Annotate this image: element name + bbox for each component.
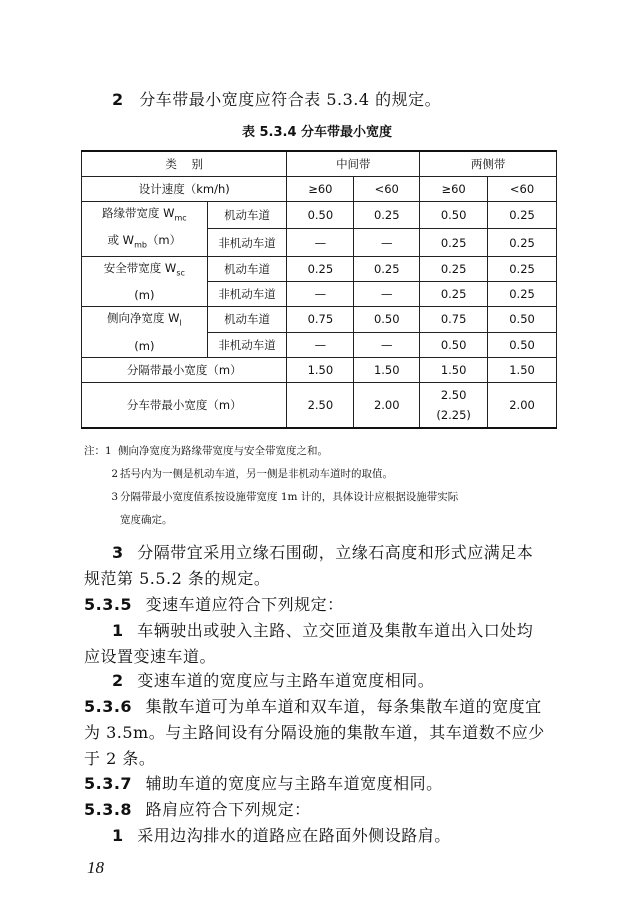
table-cell: 2.00 — [354, 382, 420, 428]
table-row — [82, 307, 557, 332]
header-both-sides: 两侧带 — [420, 151, 557, 176]
header-middle: 中间带 — [287, 151, 420, 176]
table-cell: — — [354, 282, 420, 307]
clause-number: 2 — [112, 671, 124, 690]
group-label-text: 路缘带宽度 W — [101, 205, 175, 220]
table-cell: — — [287, 229, 354, 257]
table-cell: <60 — [354, 176, 420, 201]
table-cell: 0.50 — [287, 201, 354, 229]
clause-text: 分车带最小宽度应符合表 5.3.4 的规定。 — [139, 90, 442, 109]
group-label-text: 安全带宽度 W — [103, 261, 177, 276]
clause-line: 于 2 条。 — [84, 749, 156, 768]
speed-label: 设计速度（km/h) — [82, 176, 287, 201]
clause-number: 5.3.6 — [84, 697, 133, 716]
clause-text: 集散车道可为单车道和双车道，每条集散车道的宽度宜 — [145, 697, 542, 716]
lane-type: 机动车道 — [207, 307, 287, 332]
clause-text: 车辆驶出或驶入主路、立交匝道及集散车道出入口处均 — [137, 621, 534, 640]
intro-paragraph — [112, 87, 441, 113]
table-notes — [84, 440, 458, 532]
table-cell: <60 — [488, 176, 557, 201]
group-label-text: (m) — [134, 338, 155, 353]
clause-number: 3 — [112, 543, 124, 562]
clause-line: 应设置变速车道。 — [84, 647, 217, 666]
table-cell: — — [287, 332, 354, 357]
table-header-row — [82, 151, 557, 176]
group-label-safety — [82, 257, 208, 307]
clause-line — [84, 694, 554, 720]
clause-paragraph — [84, 771, 443, 797]
group-label-sub: l — [179, 318, 182, 328]
lane-type: 机动车道 — [207, 201, 287, 229]
note-line — [84, 509, 458, 532]
table-cell: ≥60 — [287, 176, 354, 201]
separator-row — [82, 357, 557, 382]
speed-row — [82, 176, 557, 201]
group-label-text: 侧向净宽度 W — [106, 311, 180, 326]
clause-text: 变速车道的宽度应与主路车道宽度相同。 — [137, 671, 435, 690]
table-cell: 0.25 — [287, 257, 354, 282]
note-prefix: 3 — [111, 491, 118, 503]
note-text: 分隔带最小宽度值系按设施带宽度 1m 计的，具体设计应根据设施带实际 — [120, 491, 459, 503]
table-cell: 0.25 — [420, 282, 488, 307]
table-cell-value: 2.50 — [440, 387, 467, 402]
group-label-sub: mb — [134, 240, 147, 250]
clause-text: 变速车道应符合下列规定： — [145, 595, 344, 614]
table-cell: 0.75 — [420, 307, 488, 332]
table-cell: — — [354, 229, 420, 257]
note-prefix: 2 — [111, 468, 118, 480]
table-cell: 2.50 — [287, 382, 354, 428]
table-row — [82, 257, 557, 282]
group-label-curb — [82, 201, 208, 257]
table-cell: 0.75 — [287, 307, 354, 332]
clause-text: 辅助车道的宽度应与主路车道宽度相同。 — [145, 774, 443, 793]
note-text: 侧向净宽度为路缘带宽度与安全带宽度之和。 — [118, 445, 328, 457]
clause-line — [84, 540, 554, 566]
note-line — [84, 440, 458, 463]
clause-number: 2 — [112, 90, 124, 109]
table-cell: 0.50 — [354, 307, 420, 332]
group-label-text: 或 W — [107, 232, 135, 247]
lane-type: 机动车道 — [207, 257, 287, 282]
group-label-sub: mc — [174, 212, 187, 222]
table-cell: 0.25 — [488, 257, 557, 282]
table-cell: 0.25 — [354, 201, 420, 229]
clause-paragraph — [112, 668, 434, 694]
clause-number: 5.3.5 — [84, 595, 133, 614]
table-cell: 0.50 — [488, 307, 557, 332]
table-cell: 1.50 — [287, 357, 354, 382]
lane-type: 非机动车道 — [207, 332, 287, 357]
group-label-sub: sc — [176, 268, 185, 278]
clause-number: 5.3.8 — [84, 800, 133, 819]
table-cell: 0.25 — [420, 229, 488, 257]
page-number: 18 — [87, 858, 104, 877]
table-cell: 1.50 — [420, 357, 488, 382]
clause-paragraph — [84, 592, 344, 618]
clause-paragraph — [112, 823, 451, 849]
note-line — [84, 486, 458, 509]
table-row — [82, 201, 557, 229]
note-text: 括号内为一侧是机动车道，另一侧是非机动车道时的取值。 — [120, 468, 393, 480]
table-cell: — — [287, 282, 354, 307]
table-cell: 0.25 — [420, 257, 488, 282]
clause-line: 规范第 5.5.2 条的规定。 — [84, 569, 271, 588]
note-line — [84, 463, 458, 486]
lane-type: 非机动车道 — [207, 229, 287, 257]
table-cell: 0.50 — [420, 201, 488, 229]
clause-line: 为 3.5m。与主路间设有分隔设施的集散车道，其车道数不应少 — [84, 723, 545, 742]
clause-paragraph — [84, 540, 554, 592]
table-cell: 2.00 — [488, 382, 557, 428]
header-category: 类 别 — [82, 151, 287, 176]
table-cell: — — [354, 332, 420, 357]
lane-type: 非机动车道 — [207, 282, 287, 307]
clause-number: 5.3.7 — [84, 774, 133, 793]
clause-number: 1 — [112, 826, 124, 845]
group-label-text: （m） — [146, 232, 182, 247]
separator-label: 分隔带最小宽度（m） — [82, 357, 287, 382]
clause-number: 1 — [112, 621, 124, 640]
table-cell: 0.50 — [420, 332, 488, 357]
clause-paragraph — [84, 618, 554, 670]
table-cell: 0.25 — [354, 257, 420, 282]
group-label-text: (m) — [134, 288, 155, 303]
divider-row — [82, 382, 557, 428]
clause-line — [84, 618, 554, 644]
table-cell: 0.50 — [488, 332, 557, 357]
note-prefix: 注：1 — [84, 445, 112, 457]
table-cell: ≥60 — [420, 176, 488, 201]
table-cell: 0.25 — [488, 201, 557, 229]
clause-text: 路肩应符合下列规定： — [145, 800, 311, 819]
clause-paragraph — [84, 694, 554, 772]
min-width-table — [81, 150, 557, 429]
clause-text: 采用边沟排水的道路应在路面外侧设路肩。 — [137, 826, 451, 845]
group-label-lateral — [82, 307, 208, 357]
clause-paragraph — [84, 797, 311, 823]
table-title: 表 5.3.4 分车带最小宽度 — [241, 125, 393, 140]
table-cell-value: (2.25) — [436, 407, 471, 422]
table-cell: 1.50 — [488, 357, 557, 382]
table-cell: 0.25 — [488, 282, 557, 307]
table-cell: 0.25 — [488, 229, 557, 257]
table-cell: 1.50 — [354, 357, 420, 382]
clause-text: 分隔带宜采用立缘石围砌，立缘石高度和形式应满足本 — [137, 543, 534, 562]
divider-label: 分车带最小宽度（m） — [82, 382, 287, 428]
table-cell-stacked — [420, 382, 488, 428]
note-text: 宽度确定。 — [120, 514, 173, 526]
